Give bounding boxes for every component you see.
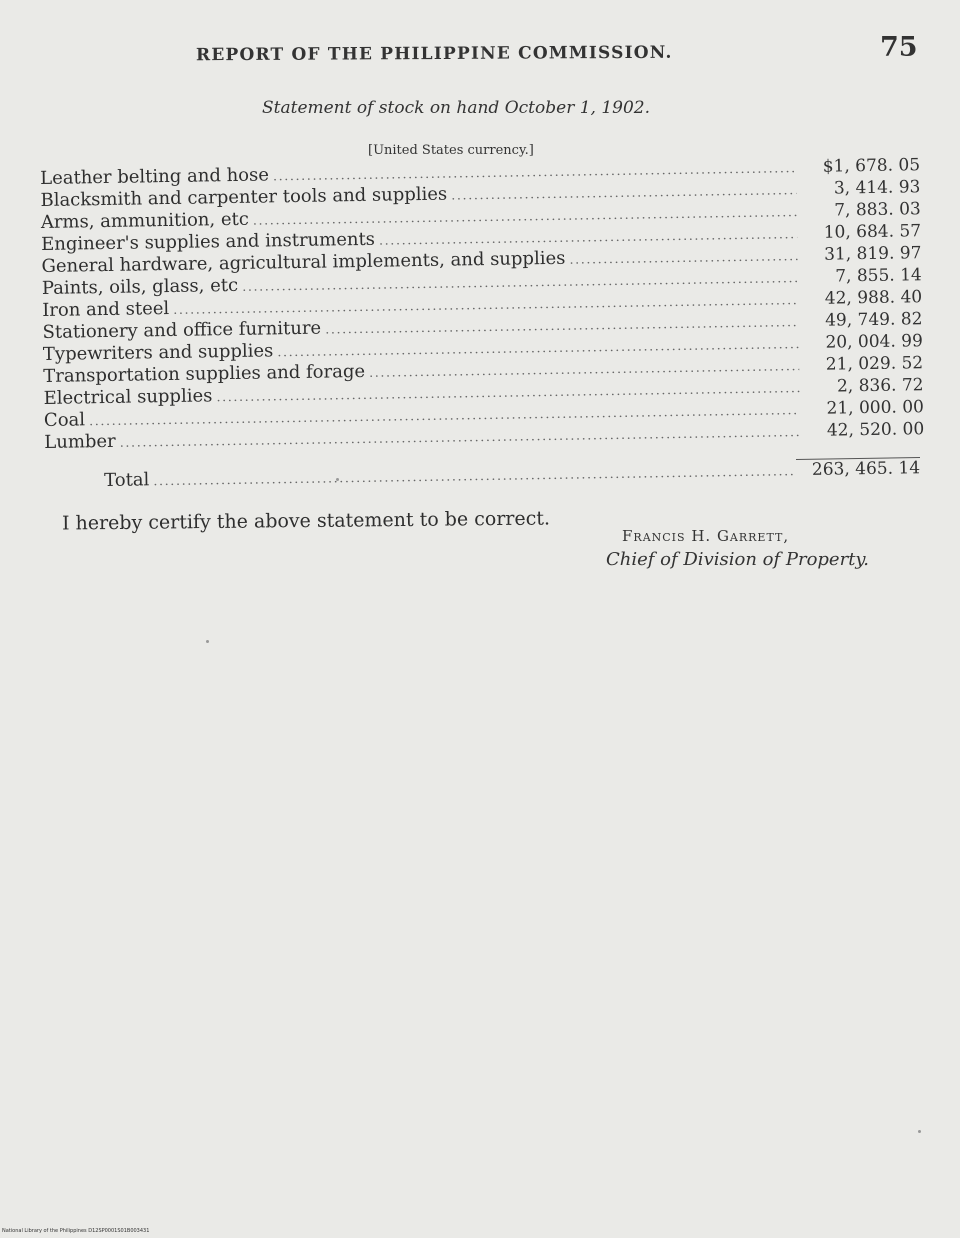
certification-text: I hereby certify the above statement to be correct. [61, 507, 551, 535]
total-amount: 263, 465. 14 [811, 458, 921, 480]
item-amount: 7, 855. 14 [835, 265, 922, 287]
item-label: Electrical supplies [43, 385, 213, 409]
print-speck [206, 640, 209, 643]
item-label: Lumber [44, 430, 116, 453]
item-amount: $1, 678. 05 [822, 155, 921, 177]
item-amount: 49, 749. 82 [825, 309, 923, 331]
scan-credit: National Library of the Philippines D12SP0001S01B003431 [2, 1228, 150, 1234]
item-amount: 20, 004. 99 [825, 331, 923, 353]
item-label: Coal [43, 409, 86, 431]
item-label: General hardware, agricultural implements, and supplies [41, 247, 566, 277]
item-amount: 3, 414. 93 [833, 177, 921, 199]
page-number: 75 [880, 32, 918, 63]
total-label: Total [104, 469, 150, 491]
item-label: Arms, ammunition, etc [40, 208, 249, 233]
item-amount: 7, 883. 03 [834, 199, 921, 221]
item-amount: 21, 029. 52 [825, 353, 924, 375]
item-label: Paints, oils, glass, etc [41, 274, 239, 299]
item-amount: 31, 819. 97 [823, 243, 922, 265]
item-amount: 2, 836. 72 [836, 375, 924, 397]
item-amount: 21, 000. 00 [826, 397, 925, 419]
currency-note: [United States currency.] [368, 143, 534, 158]
dot-leader [153, 461, 796, 493]
statement-title: Statement of stock on hand October 1, 1902. [262, 98, 651, 118]
signer-name: Francis H. Garrett, [622, 527, 790, 545]
item-label: Leather belting and hose [40, 164, 270, 189]
item-amount: 42, 520. 00 [826, 419, 925, 441]
item-label: Typewriters and supplies [42, 340, 274, 365]
item-label: Stationery and office furniture [42, 317, 322, 343]
item-label: Transportation supplies and forage [43, 360, 366, 387]
stock-table [40, 154, 924, 454]
item-amount: 42, 988. 40 [824, 287, 923, 309]
item-label: Blacksmith and carpenter tools and supplies [40, 183, 448, 211]
item-label: Engineer's supplies and instruments [41, 228, 376, 255]
print-speck [918, 1130, 921, 1133]
signer-title: Chief of Division of Property. [606, 549, 869, 570]
item-label: Iron and steel [42, 297, 170, 321]
total-row [104, 457, 920, 492]
running-head: REPORT OF THE PHILIPPINE COMMISSION. [195, 42, 673, 66]
print-speck [336, 478, 339, 481]
item-amount: 10, 684. 57 [823, 221, 922, 243]
